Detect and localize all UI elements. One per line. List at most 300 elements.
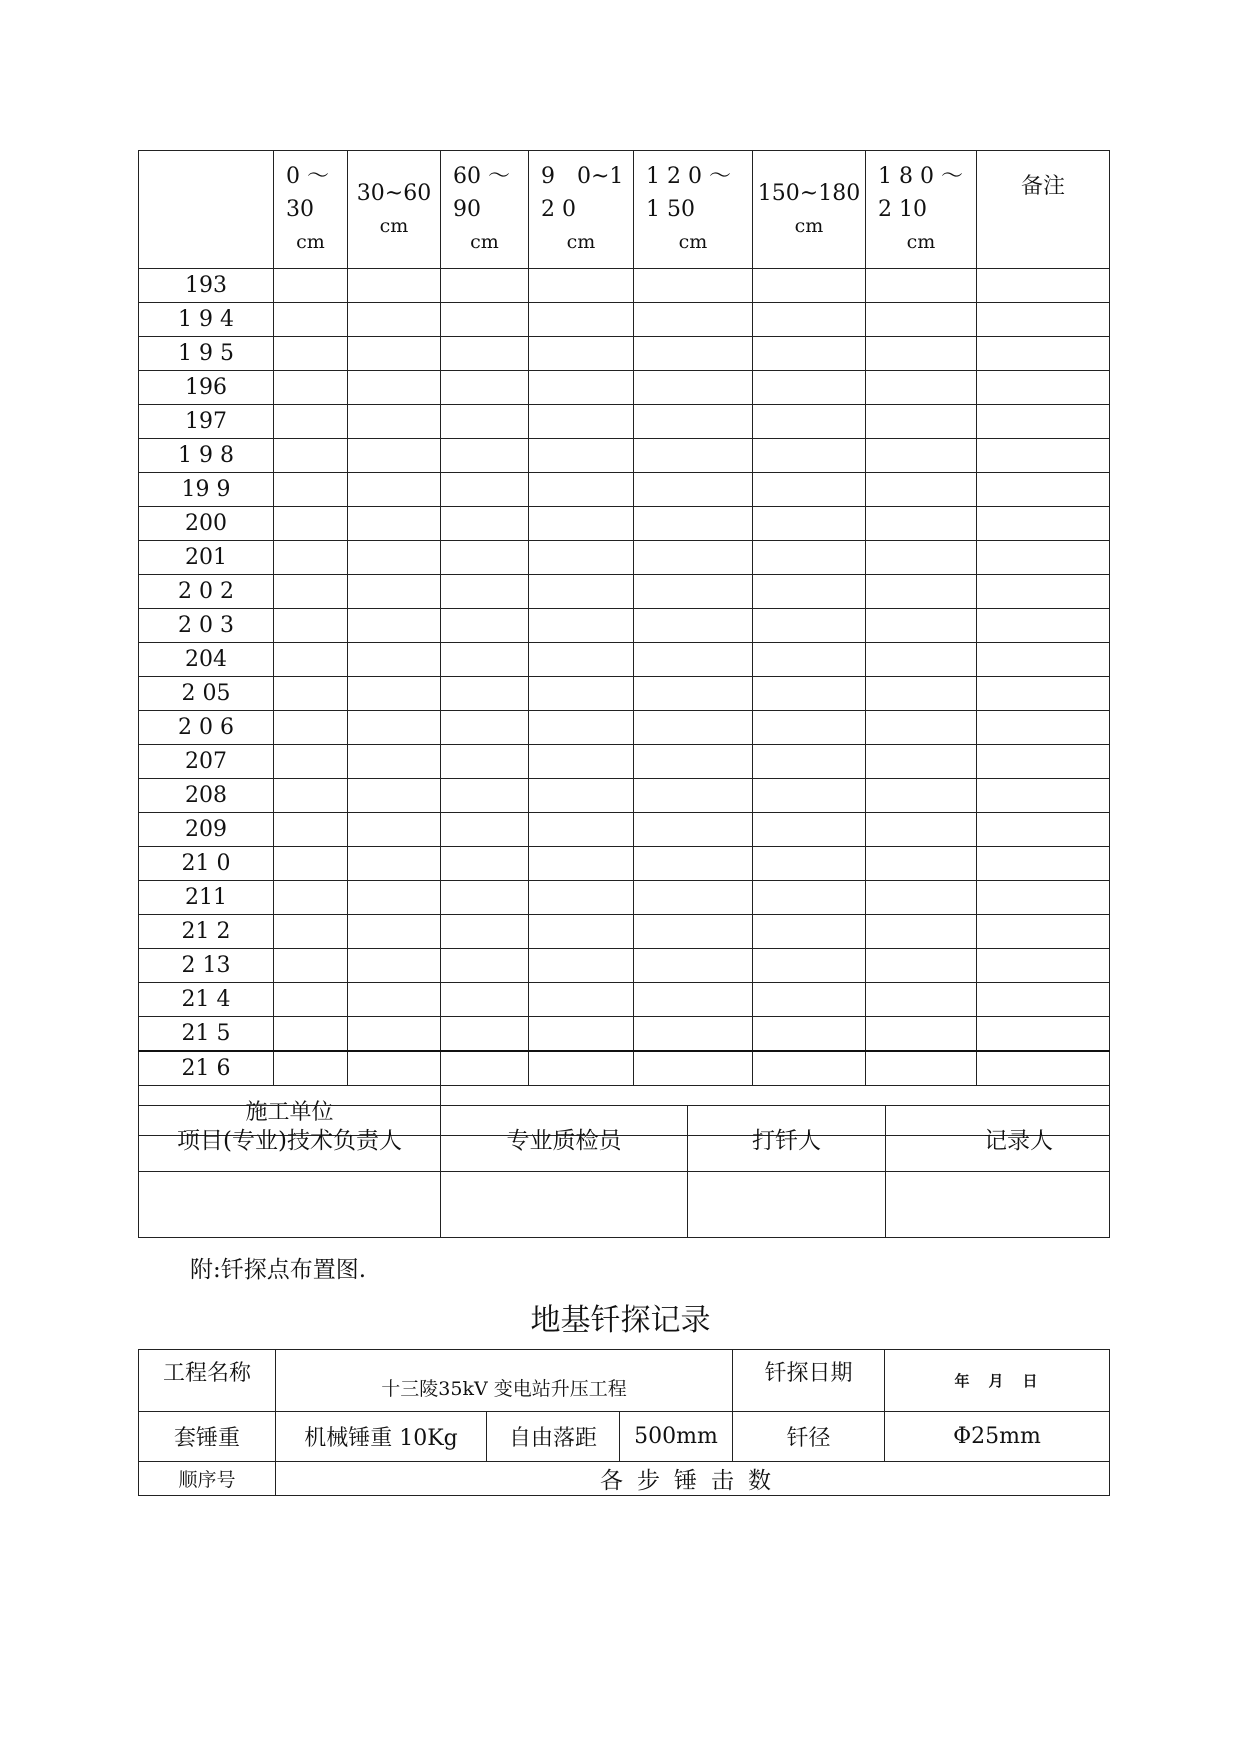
blow-count-cell[interactable]: [274, 711, 348, 745]
table-row: [139, 677, 1110, 711]
probe-point-number: 21 4: [139, 983, 274, 1017]
blow-count-cell[interactable]: [529, 677, 634, 711]
blow-count-cell[interactable]: [529, 711, 634, 745]
table-row: [139, 643, 1110, 677]
depth-column-header: [441, 151, 529, 269]
blow-count-cell[interactable]: [274, 269, 348, 303]
hammer-row: [139, 1412, 1110, 1462]
blow-count-cell[interactable]: [529, 745, 634, 779]
inspector-label: 专业质检员: [441, 1106, 688, 1172]
remarks-cell[interactable]: [977, 915, 1110, 949]
blow-count-cell[interactable]: [348, 643, 441, 677]
blow-count-cell[interactable]: [634, 711, 753, 745]
depth-unit-text: cm: [379, 214, 409, 237]
blow-count-cell[interactable]: [753, 405, 866, 439]
blow-count-cell[interactable]: [274, 1051, 348, 1086]
probe-point-number: 201: [139, 541, 274, 575]
depth-column-header: [634, 151, 753, 269]
blow-count-cell[interactable]: [866, 473, 977, 507]
blow-count-cell[interactable]: [634, 779, 753, 813]
blow-count-cell[interactable]: [634, 405, 753, 439]
blow-count-cell[interactable]: [441, 677, 529, 711]
blow-count-cell[interactable]: [348, 745, 441, 779]
table-row: [139, 813, 1110, 847]
blow-count-cell[interactable]: [441, 541, 529, 575]
remarks-cell[interactable]: [977, 745, 1110, 779]
blow-count-cell[interactable]: [634, 915, 753, 949]
blow-count-cell[interactable]: [274, 1017, 348, 1052]
blow-count-cell[interactable]: [348, 541, 441, 575]
blow-count-cell[interactable]: [634, 643, 753, 677]
remarks-cell[interactable]: [977, 779, 1110, 813]
blow-count-cell[interactable]: [348, 711, 441, 745]
driller-label: 打钎人: [688, 1106, 886, 1172]
blow-count-cell[interactable]: [866, 983, 977, 1017]
blow-count-cell[interactable]: [441, 779, 529, 813]
blow-count-cell[interactable]: [866, 881, 977, 915]
blow-count-cell[interactable]: [441, 949, 529, 983]
blow-count-cell[interactable]: [348, 881, 441, 915]
probe-point-number: 209: [139, 813, 274, 847]
blow-count-cell[interactable]: [529, 473, 634, 507]
depth-range-continuation: 2 10: [878, 197, 927, 222]
remarks-cell[interactable]: [977, 439, 1110, 473]
blow-count-cell[interactable]: [274, 303, 348, 337]
probe-point-number: 1 9 5: [139, 337, 274, 371]
probe-point-number: 2 0 2: [139, 575, 274, 609]
blow-count-cell[interactable]: [866, 1017, 977, 1052]
blow-count-cell[interactable]: [753, 439, 866, 473]
tech-lead-signature[interactable]: [139, 1172, 441, 1238]
signature-table: [138, 1105, 1110, 1238]
blow-count-cell[interactable]: [348, 337, 441, 371]
remarks-cell[interactable]: [977, 677, 1110, 711]
remarks-cell[interactable]: [977, 269, 1110, 303]
depth-range-text: 60 ～: [453, 164, 510, 189]
drop-distance-value[interactable]: 500mm: [620, 1412, 733, 1462]
blow-count-cell[interactable]: [441, 473, 529, 507]
blow-count-cell[interactable]: [529, 1017, 634, 1052]
project-name-value[interactable]: 十三陵35kV 变电站升压工程: [276, 1350, 733, 1412]
blow-count-cell[interactable]: [529, 541, 634, 575]
blow-count-cell[interactable]: [529, 303, 634, 337]
remarks-cell[interactable]: [977, 813, 1110, 847]
table-row: [139, 915, 1110, 949]
blow-count-cell[interactable]: [753, 507, 866, 541]
drop-distance-label: 自由落距: [487, 1412, 620, 1462]
blow-count-cell[interactable]: [274, 813, 348, 847]
blow-count-cell[interactable]: [274, 881, 348, 915]
remarks-cell[interactable]: [977, 473, 1110, 507]
table-row: [139, 609, 1110, 643]
table-row: [139, 575, 1110, 609]
depth-range-text: 1 2 0 ～: [646, 164, 731, 189]
probe-point-number: 208: [139, 779, 274, 813]
blow-count-cell[interactable]: [441, 269, 529, 303]
probe-point-number: 2 05: [139, 677, 274, 711]
probe-point-number: 21 2: [139, 915, 274, 949]
signature-blank-row: [139, 1172, 1110, 1238]
blow-count-cell[interactable]: [866, 745, 977, 779]
table-row: [139, 473, 1110, 507]
sequence-number-label: 顺序号: [139, 1462, 276, 1496]
blow-count-cell[interactable]: [529, 881, 634, 915]
blow-count-cell[interactable]: [753, 1051, 866, 1086]
remarks-cell[interactable]: [977, 405, 1110, 439]
blow-count-cell[interactable]: [274, 609, 348, 643]
probe-point-number: 204: [139, 643, 274, 677]
blow-count-cell[interactable]: [529, 575, 634, 609]
blow-count-cell[interactable]: [753, 711, 866, 745]
blow-count-cell[interactable]: [441, 1017, 529, 1052]
signature-label-row: [139, 1106, 1110, 1172]
blow-count-cell[interactable]: [529, 337, 634, 371]
remarks-cell[interactable]: [977, 541, 1110, 575]
blow-count-cell[interactable]: [753, 371, 866, 405]
depth-range-continuation: 90: [453, 197, 481, 222]
remarks-cell[interactable]: [977, 303, 1110, 337]
blow-count-cell[interactable]: [866, 371, 977, 405]
blow-count-cell[interactable]: [441, 609, 529, 643]
blow-count-cell[interactable]: [634, 473, 753, 507]
hammer-weight-label: 套锤重: [139, 1412, 276, 1462]
blow-count-cell[interactable]: [348, 1017, 441, 1052]
depth-range-text: 0 ～: [286, 164, 329, 189]
blow-count-cell[interactable]: [866, 405, 977, 439]
blow-count-cell[interactable]: [274, 473, 348, 507]
depth-range-text: 150~180: [757, 180, 861, 206]
blow-count-cell[interactable]: [866, 915, 977, 949]
blow-count-cell[interactable]: [529, 813, 634, 847]
document-title: 地基钎探记录: [530, 1303, 711, 1338]
blow-count-cell[interactable]: [274, 745, 348, 779]
blow-count-cell[interactable]: [753, 609, 866, 643]
blow-count-cell[interactable]: [753, 337, 866, 371]
blow-count-cell[interactable]: [753, 847, 866, 881]
blow-count-cell[interactable]: [529, 507, 634, 541]
blow-count-cell[interactable]: [274, 949, 348, 983]
blow-count-cell[interactable]: [866, 949, 977, 983]
blow-count-cell[interactable]: [441, 813, 529, 847]
depth-unit-text: cm: [296, 231, 325, 253]
table-row: [139, 1051, 1110, 1086]
inspector-signature[interactable]: [441, 1172, 688, 1238]
table-row: [139, 303, 1110, 337]
remarks-cell[interactable]: [977, 1051, 1110, 1086]
blow-count-cell[interactable]: [348, 847, 441, 881]
blow-count-cell[interactable]: [529, 949, 634, 983]
blow-count-cell[interactable]: [866, 575, 977, 609]
table-row: [139, 439, 1110, 473]
blow-count-cell[interactable]: [529, 609, 634, 643]
blow-count-cell[interactable]: [634, 847, 753, 881]
blow-count-cell[interactable]: [753, 745, 866, 779]
table-row: [139, 711, 1110, 745]
blow-count-cell[interactable]: [866, 609, 977, 643]
blow-count-cell[interactable]: [866, 813, 977, 847]
table-row: [139, 881, 1110, 915]
blow-count-cell[interactable]: [274, 779, 348, 813]
blow-count-cell[interactable]: [753, 949, 866, 983]
blow-count-cell[interactable]: [274, 405, 348, 439]
blow-count-cell[interactable]: [274, 507, 348, 541]
depth-range-continuation: 30: [286, 197, 314, 222]
blow-count-cell[interactable]: [441, 337, 529, 371]
blow-count-cell[interactable]: [348, 575, 441, 609]
blow-count-cell[interactable]: [529, 439, 634, 473]
blow-count-cell[interactable]: [441, 575, 529, 609]
blow-count-cell[interactable]: [529, 1051, 634, 1086]
blow-count-cell[interactable]: [634, 813, 753, 847]
probe-point-number: 1 9 4: [139, 303, 274, 337]
project-name-label: 工程名称: [139, 1350, 276, 1412]
blow-count-cell[interactable]: [348, 779, 441, 813]
rod-diameter-label: 钎径: [733, 1412, 885, 1462]
blow-count-cell[interactable]: [441, 881, 529, 915]
depth-column-header: [753, 151, 866, 269]
blow-count-cell[interactable]: [753, 813, 866, 847]
project-info-table: [138, 1349, 1110, 1496]
blow-count-cell[interactable]: [274, 439, 348, 473]
blow-count-cell[interactable]: [274, 575, 348, 609]
blow-count-cell[interactable]: [274, 371, 348, 405]
header-row: [139, 151, 1110, 269]
blow-count-cell[interactable]: [441, 983, 529, 1017]
blow-count-cell[interactable]: [634, 983, 753, 1017]
blow-count-cell[interactable]: [348, 949, 441, 983]
remarks-cell[interactable]: [977, 711, 1110, 745]
blow-count-cell[interactable]: [441, 371, 529, 405]
blow-count-cell[interactable]: [529, 847, 634, 881]
depth-column-header: [348, 151, 441, 269]
remarks-cell[interactable]: [977, 643, 1110, 677]
blow-count-cell[interactable]: [753, 677, 866, 711]
blow-count-cell[interactable]: [634, 337, 753, 371]
blow-count-cell[interactable]: [753, 303, 866, 337]
depth-range-text: 30~60: [356, 180, 432, 206]
blow-count-cell[interactable]: [348, 439, 441, 473]
table-row: [139, 1017, 1110, 1052]
blow-count-cell[interactable]: [753, 983, 866, 1017]
attachment-note: 附:钎探点布置图.: [190, 1257, 367, 1283]
probe-point-number: 2 0 3: [139, 609, 274, 643]
blow-count-cell[interactable]: [529, 915, 634, 949]
table-row: [139, 269, 1110, 303]
blow-count-cell[interactable]: [753, 915, 866, 949]
probe-point-number: 196: [139, 371, 274, 405]
blow-count-cell[interactable]: [348, 983, 441, 1017]
table-row: [139, 541, 1110, 575]
blow-count-cell[interactable]: [634, 745, 753, 779]
blow-count-cell[interactable]: [634, 1051, 753, 1086]
table-row: [139, 507, 1110, 541]
depth-column-header: [866, 151, 977, 269]
blow-count-cell[interactable]: [441, 745, 529, 779]
blow-count-cell[interactable]: [348, 915, 441, 949]
table-row: [139, 847, 1110, 881]
blow-count-cell[interactable]: [866, 677, 977, 711]
blow-count-cell[interactable]: [529, 779, 634, 813]
remarks-cell[interactable]: [977, 575, 1110, 609]
blow-count-cell[interactable]: [634, 303, 753, 337]
depth-unit-text: cm: [470, 231, 499, 253]
blow-count-cell[interactable]: [441, 507, 529, 541]
header-corner-cell: [139, 151, 274, 269]
blow-count-cell[interactable]: [634, 507, 753, 541]
probe-point-number: 211: [139, 881, 274, 915]
tech-lead-label: 项目(专业)技术负责人: [139, 1106, 441, 1172]
blow-count-cell[interactable]: [529, 643, 634, 677]
depth-range-text: 1 8 0 ～: [878, 164, 963, 189]
construction-unit-label: 施工单位: [139, 1086, 441, 1136]
remarks-cell[interactable]: [977, 881, 1110, 915]
blow-count-cell[interactable]: [866, 541, 977, 575]
probe-point-number: 21 5: [139, 1017, 274, 1052]
remarks-header: 备注: [977, 151, 1110, 269]
blow-count-cell[interactable]: [348, 269, 441, 303]
rod-diameter-value[interactable]: Φ25mm: [885, 1412, 1110, 1462]
probe-point-number: 21 0: [139, 847, 274, 881]
depth-range-continuation: 1 50: [646, 197, 695, 222]
blow-count-cell[interactable]: [274, 337, 348, 371]
blow-count-cell[interactable]: [348, 677, 441, 711]
blow-count-cell[interactable]: [634, 575, 753, 609]
probe-date-value[interactable]: 年 月 日: [885, 1350, 1110, 1412]
sequence-header-row: [139, 1462, 1110, 1496]
blow-count-cell[interactable]: [348, 371, 441, 405]
table-row: [139, 983, 1110, 1017]
remarks-cell[interactable]: [977, 371, 1110, 405]
depth-range-text: 9 0~1: [541, 164, 624, 189]
depth-unit-text: cm: [678, 231, 708, 253]
blow-count-cell[interactable]: [634, 269, 753, 303]
blow-count-cell[interactable]: [348, 473, 441, 507]
probe-point-number: 21 6: [139, 1051, 274, 1086]
blow-count-cell[interactable]: [753, 541, 866, 575]
depth-unit-text: cm: [794, 214, 824, 237]
table-row: [139, 405, 1110, 439]
blow-count-cell[interactable]: [634, 541, 753, 575]
blow-count-cell[interactable]: [634, 439, 753, 473]
blow-count-cell[interactable]: [866, 269, 977, 303]
remarks-cell[interactable]: [977, 1017, 1110, 1052]
probe-date-label: 钎探日期: [733, 1350, 885, 1412]
probe-point-number: 197: [139, 405, 274, 439]
probe-point-number: 2 13: [139, 949, 274, 983]
blow-count-cell[interactable]: [441, 643, 529, 677]
table-row: [139, 337, 1110, 371]
depth-unit-text: cm: [906, 231, 936, 253]
remarks-cell[interactable]: [977, 609, 1110, 643]
blow-count-cell[interactable]: [441, 1051, 529, 1086]
table-row: [139, 745, 1110, 779]
blow-count-cell[interactable]: [348, 813, 441, 847]
recorder-label: 记录人: [886, 1106, 1110, 1172]
remarks-cell[interactable]: [977, 337, 1110, 371]
blow-count-cell[interactable]: [866, 779, 977, 813]
blow-count-cell[interactable]: [529, 269, 634, 303]
blow-count-cell[interactable]: [634, 881, 753, 915]
table-row: [139, 371, 1110, 405]
depth-column-header: [274, 151, 348, 269]
hammer-weight-value[interactable]: 机械锤重 10Kg: [276, 1412, 487, 1462]
table-row: [139, 779, 1110, 813]
blow-count-cell[interactable]: [753, 1017, 866, 1052]
blow-count-label: 各步锤击数: [276, 1462, 1110, 1496]
remarks-cell[interactable]: [977, 949, 1110, 983]
probe-point-number: 200: [139, 507, 274, 541]
blow-count-cell[interactable]: [753, 643, 866, 677]
depth-range-continuation: 2 0: [541, 197, 576, 222]
driller-signature[interactable]: [688, 1172, 886, 1238]
blow-count-cell[interactable]: [753, 881, 866, 915]
depth-unit-text: cm: [566, 231, 596, 253]
blow-count-cell[interactable]: [274, 847, 348, 881]
blow-count-cell[interactable]: [634, 609, 753, 643]
blow-count-cell[interactable]: [441, 847, 529, 881]
blow-count-cell[interactable]: [634, 677, 753, 711]
blow-count-cell[interactable]: [529, 371, 634, 405]
blow-count-cell[interactable]: [274, 915, 348, 949]
blow-count-cell[interactable]: [274, 677, 348, 711]
probe-record-table: [138, 150, 1110, 1136]
depth-column-header: [529, 151, 634, 269]
blow-count-cell[interactable]: [274, 643, 348, 677]
blow-count-cell[interactable]: [866, 439, 977, 473]
blow-count-cell[interactable]: [348, 609, 441, 643]
blow-count-cell[interactable]: [634, 371, 753, 405]
probe-point-number: 1 9 8: [139, 439, 274, 473]
recorder-signature[interactable]: [886, 1172, 1110, 1238]
blow-count-cell[interactable]: [348, 405, 441, 439]
blow-count-cell[interactable]: [866, 1051, 977, 1086]
project-row: [139, 1350, 1110, 1412]
blow-count-cell[interactable]: [866, 303, 977, 337]
blow-count-cell[interactable]: [441, 405, 529, 439]
blow-count-cell[interactable]: [348, 1051, 441, 1086]
blow-count-cell[interactable]: [348, 303, 441, 337]
blow-count-cell[interactable]: [441, 915, 529, 949]
blow-count-cell[interactable]: [274, 541, 348, 575]
blow-count-cell[interactable]: [274, 983, 348, 1017]
blow-count-cell[interactable]: [866, 507, 977, 541]
probe-point-number: 2 0 6: [139, 711, 274, 745]
probe-point-number: 207: [139, 745, 274, 779]
blow-count-cell[interactable]: [529, 405, 634, 439]
blow-count-cell[interactable]: [753, 779, 866, 813]
blow-count-cell[interactable]: [441, 439, 529, 473]
blow-count-cell[interactable]: [753, 473, 866, 507]
blow-count-cell[interactable]: [866, 847, 977, 881]
blow-count-cell[interactable]: [634, 1017, 753, 1052]
blow-count-cell[interactable]: [866, 337, 977, 371]
blow-count-cell[interactable]: [529, 983, 634, 1017]
probe-point-number: 193: [139, 269, 274, 303]
remarks-cell[interactable]: [977, 847, 1110, 881]
remarks-cell[interactable]: [977, 983, 1110, 1017]
probe-point-number: 19 9: [139, 473, 274, 507]
blow-count-cell[interactable]: [348, 507, 441, 541]
blow-count-cell[interactable]: [753, 575, 866, 609]
blow-count-cell[interactable]: [753, 269, 866, 303]
blow-count-cell[interactable]: [441, 303, 529, 337]
table-row: [139, 949, 1110, 983]
blow-count-cell[interactable]: [441, 711, 529, 745]
blow-count-cell[interactable]: [866, 711, 977, 745]
blow-count-cell[interactable]: [866, 643, 977, 677]
blow-count-cell[interactable]: [634, 949, 753, 983]
remarks-cell[interactable]: [977, 507, 1110, 541]
